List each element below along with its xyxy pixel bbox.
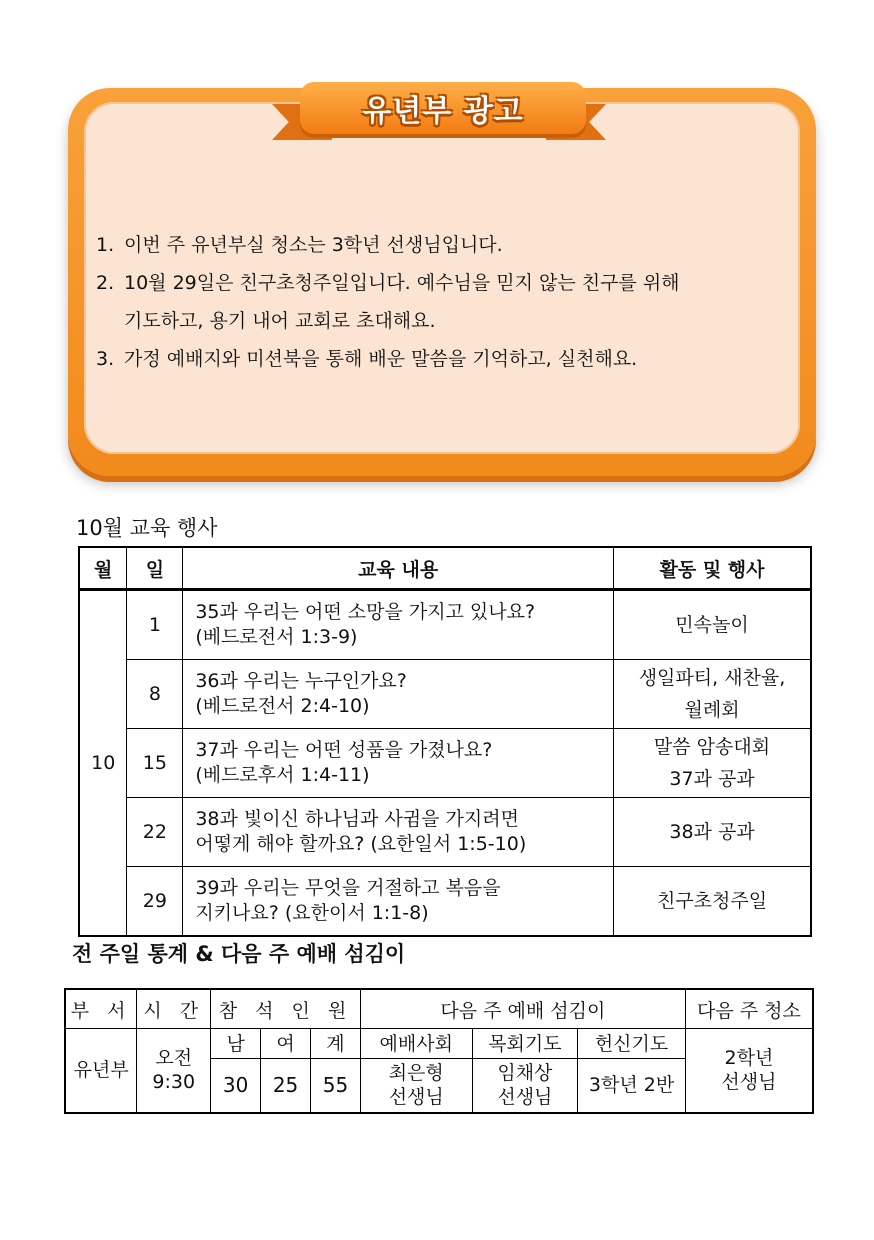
day-cell: 8 xyxy=(127,660,183,729)
table-row xyxy=(79,798,811,867)
header-dept: 부 서 xyxy=(65,989,137,1029)
header-content: 교육 내용 xyxy=(183,547,614,590)
time-period: 오전 xyxy=(155,1047,193,1070)
male-count: 30 xyxy=(211,1059,261,1113)
header-time: 시 간 xyxy=(137,989,211,1029)
time-cell xyxy=(137,1029,211,1113)
item-number: 1. xyxy=(96,234,115,256)
activity-cell xyxy=(614,867,811,937)
table-row xyxy=(79,729,811,798)
activity-cell xyxy=(614,798,811,867)
lesson-reference: (베드로전서 1:3-9) xyxy=(195,626,358,648)
host-title: 선생님 xyxy=(388,1086,444,1109)
activity-text: 생일파티, 새찬율, xyxy=(638,667,786,689)
item-text: 이번 주 유년부실 청소는 3학년 선생님입니다. xyxy=(124,234,503,256)
announcement-list xyxy=(96,226,786,378)
activity-cell xyxy=(614,660,811,729)
subheader-host: 예배사회 xyxy=(360,1029,472,1059)
header-day: 일 xyxy=(127,547,183,590)
cleaning-grade: 2학년 xyxy=(724,1047,774,1070)
table-row xyxy=(79,590,811,660)
lesson-title: 38과 빛이신 하나님과 사귐을 가지려면 xyxy=(195,808,519,830)
content-cell xyxy=(183,590,614,660)
content-cell xyxy=(183,660,614,729)
stats-subheader-row xyxy=(65,1029,813,1059)
activity-text: 민속놀이 xyxy=(675,614,749,636)
subheader-female: 여 xyxy=(261,1029,311,1059)
stats-title: 전 주일 통계 & 다음 주 예배 섬김이 xyxy=(72,942,406,966)
month-cell: 10 xyxy=(79,590,127,937)
header-cleaning: 다음 주 청소 xyxy=(685,989,813,1029)
content-cell xyxy=(183,867,614,937)
prayer-cell xyxy=(472,1059,578,1113)
subheader-offering: 헌신기도 xyxy=(578,1029,686,1059)
activity-text: 38과 공과 xyxy=(669,821,755,843)
lesson-title: 39과 우리는 무엇을 거절하고 복음을 xyxy=(195,877,501,899)
activity-text: 말씀 암송대회 xyxy=(653,736,771,758)
lesson-reference: (베드로후서 1:4-11) xyxy=(195,764,370,786)
total-count: 55 xyxy=(311,1059,361,1113)
subheader-prayer: 목회기도 xyxy=(472,1029,578,1059)
lesson-title: 35과 우리는 어떤 소망을 가지고 있나요? xyxy=(195,601,536,623)
lesson-reference: 지키나요? (요한이서 1:1-8) xyxy=(195,902,429,924)
activity-cell xyxy=(614,729,811,798)
day-cell: 15 xyxy=(127,729,183,798)
activity-text: 월례회 xyxy=(684,699,740,721)
header-month: 월 xyxy=(79,547,127,590)
host-cell xyxy=(360,1059,472,1113)
announcement-banner xyxy=(300,82,586,134)
item-text: 가정 예배지와 미션북을 통해 배운 말씀을 기억하고, 실천해요. xyxy=(124,348,638,370)
content-cell xyxy=(183,798,614,867)
lesson-reference: 어떻게 해야 할까요? (요한일서 1:5-10) xyxy=(195,833,527,855)
schedule-title: 10월 교육 행사 xyxy=(76,516,218,540)
prayer-title: 선생님 xyxy=(497,1086,553,1109)
activity-text: 친구초청주일 xyxy=(656,890,768,912)
day-cell: 29 xyxy=(127,867,183,937)
stats-header-row xyxy=(65,989,813,1029)
female-count: 25 xyxy=(261,1059,311,1113)
item-text: 10월 29일은 친구초청주일입니다. 예수님을 믿지 않는 친구를 위해 xyxy=(124,272,680,294)
dept-cell: 유년부 xyxy=(65,1029,137,1113)
day-cell: 1 xyxy=(127,590,183,660)
subheader-male: 남 xyxy=(211,1029,261,1059)
host-name: 최은형 xyxy=(388,1062,444,1085)
announcement-item xyxy=(96,264,786,340)
announcement-item xyxy=(96,226,786,264)
announcement-item xyxy=(96,340,786,378)
table-row xyxy=(79,660,811,729)
prayer-name: 임채상 xyxy=(497,1062,553,1085)
header-servers: 다음 주 예배 섬김이 xyxy=(360,989,685,1029)
cleaning-cell xyxy=(685,1029,813,1113)
schedule-table xyxy=(78,546,812,937)
subheader-total: 계 xyxy=(311,1029,361,1059)
lesson-title: 37과 우리는 어떤 성품을 가졌나요? xyxy=(195,739,493,761)
stats-table xyxy=(64,988,814,1114)
item-number: 2. xyxy=(96,272,115,294)
table-header-row xyxy=(79,547,811,590)
header-activity: 활동 및 행사 xyxy=(614,547,811,590)
table-row xyxy=(79,867,811,937)
offering-cell: 3학년 2반 xyxy=(578,1059,686,1113)
content-cell xyxy=(183,729,614,798)
day-cell: 22 xyxy=(127,798,183,867)
lesson-reference: (베드로전서 2:4-10) xyxy=(195,695,370,717)
activity-text: 37과 공과 xyxy=(669,768,755,790)
item-number: 3. xyxy=(96,348,115,370)
time-value: 9:30 xyxy=(152,1071,196,1094)
header-attendance: 참 석 인 원 xyxy=(211,989,361,1029)
announcement-title: 유년부 광고 xyxy=(362,94,524,129)
cleaning-role: 선생님 xyxy=(721,1071,777,1094)
activity-cell xyxy=(614,590,811,660)
lesson-title: 36과 우리는 누구인가요? xyxy=(195,670,407,692)
item-text: 기도하고, 용기 내어 교회로 초대해요. xyxy=(124,310,436,332)
